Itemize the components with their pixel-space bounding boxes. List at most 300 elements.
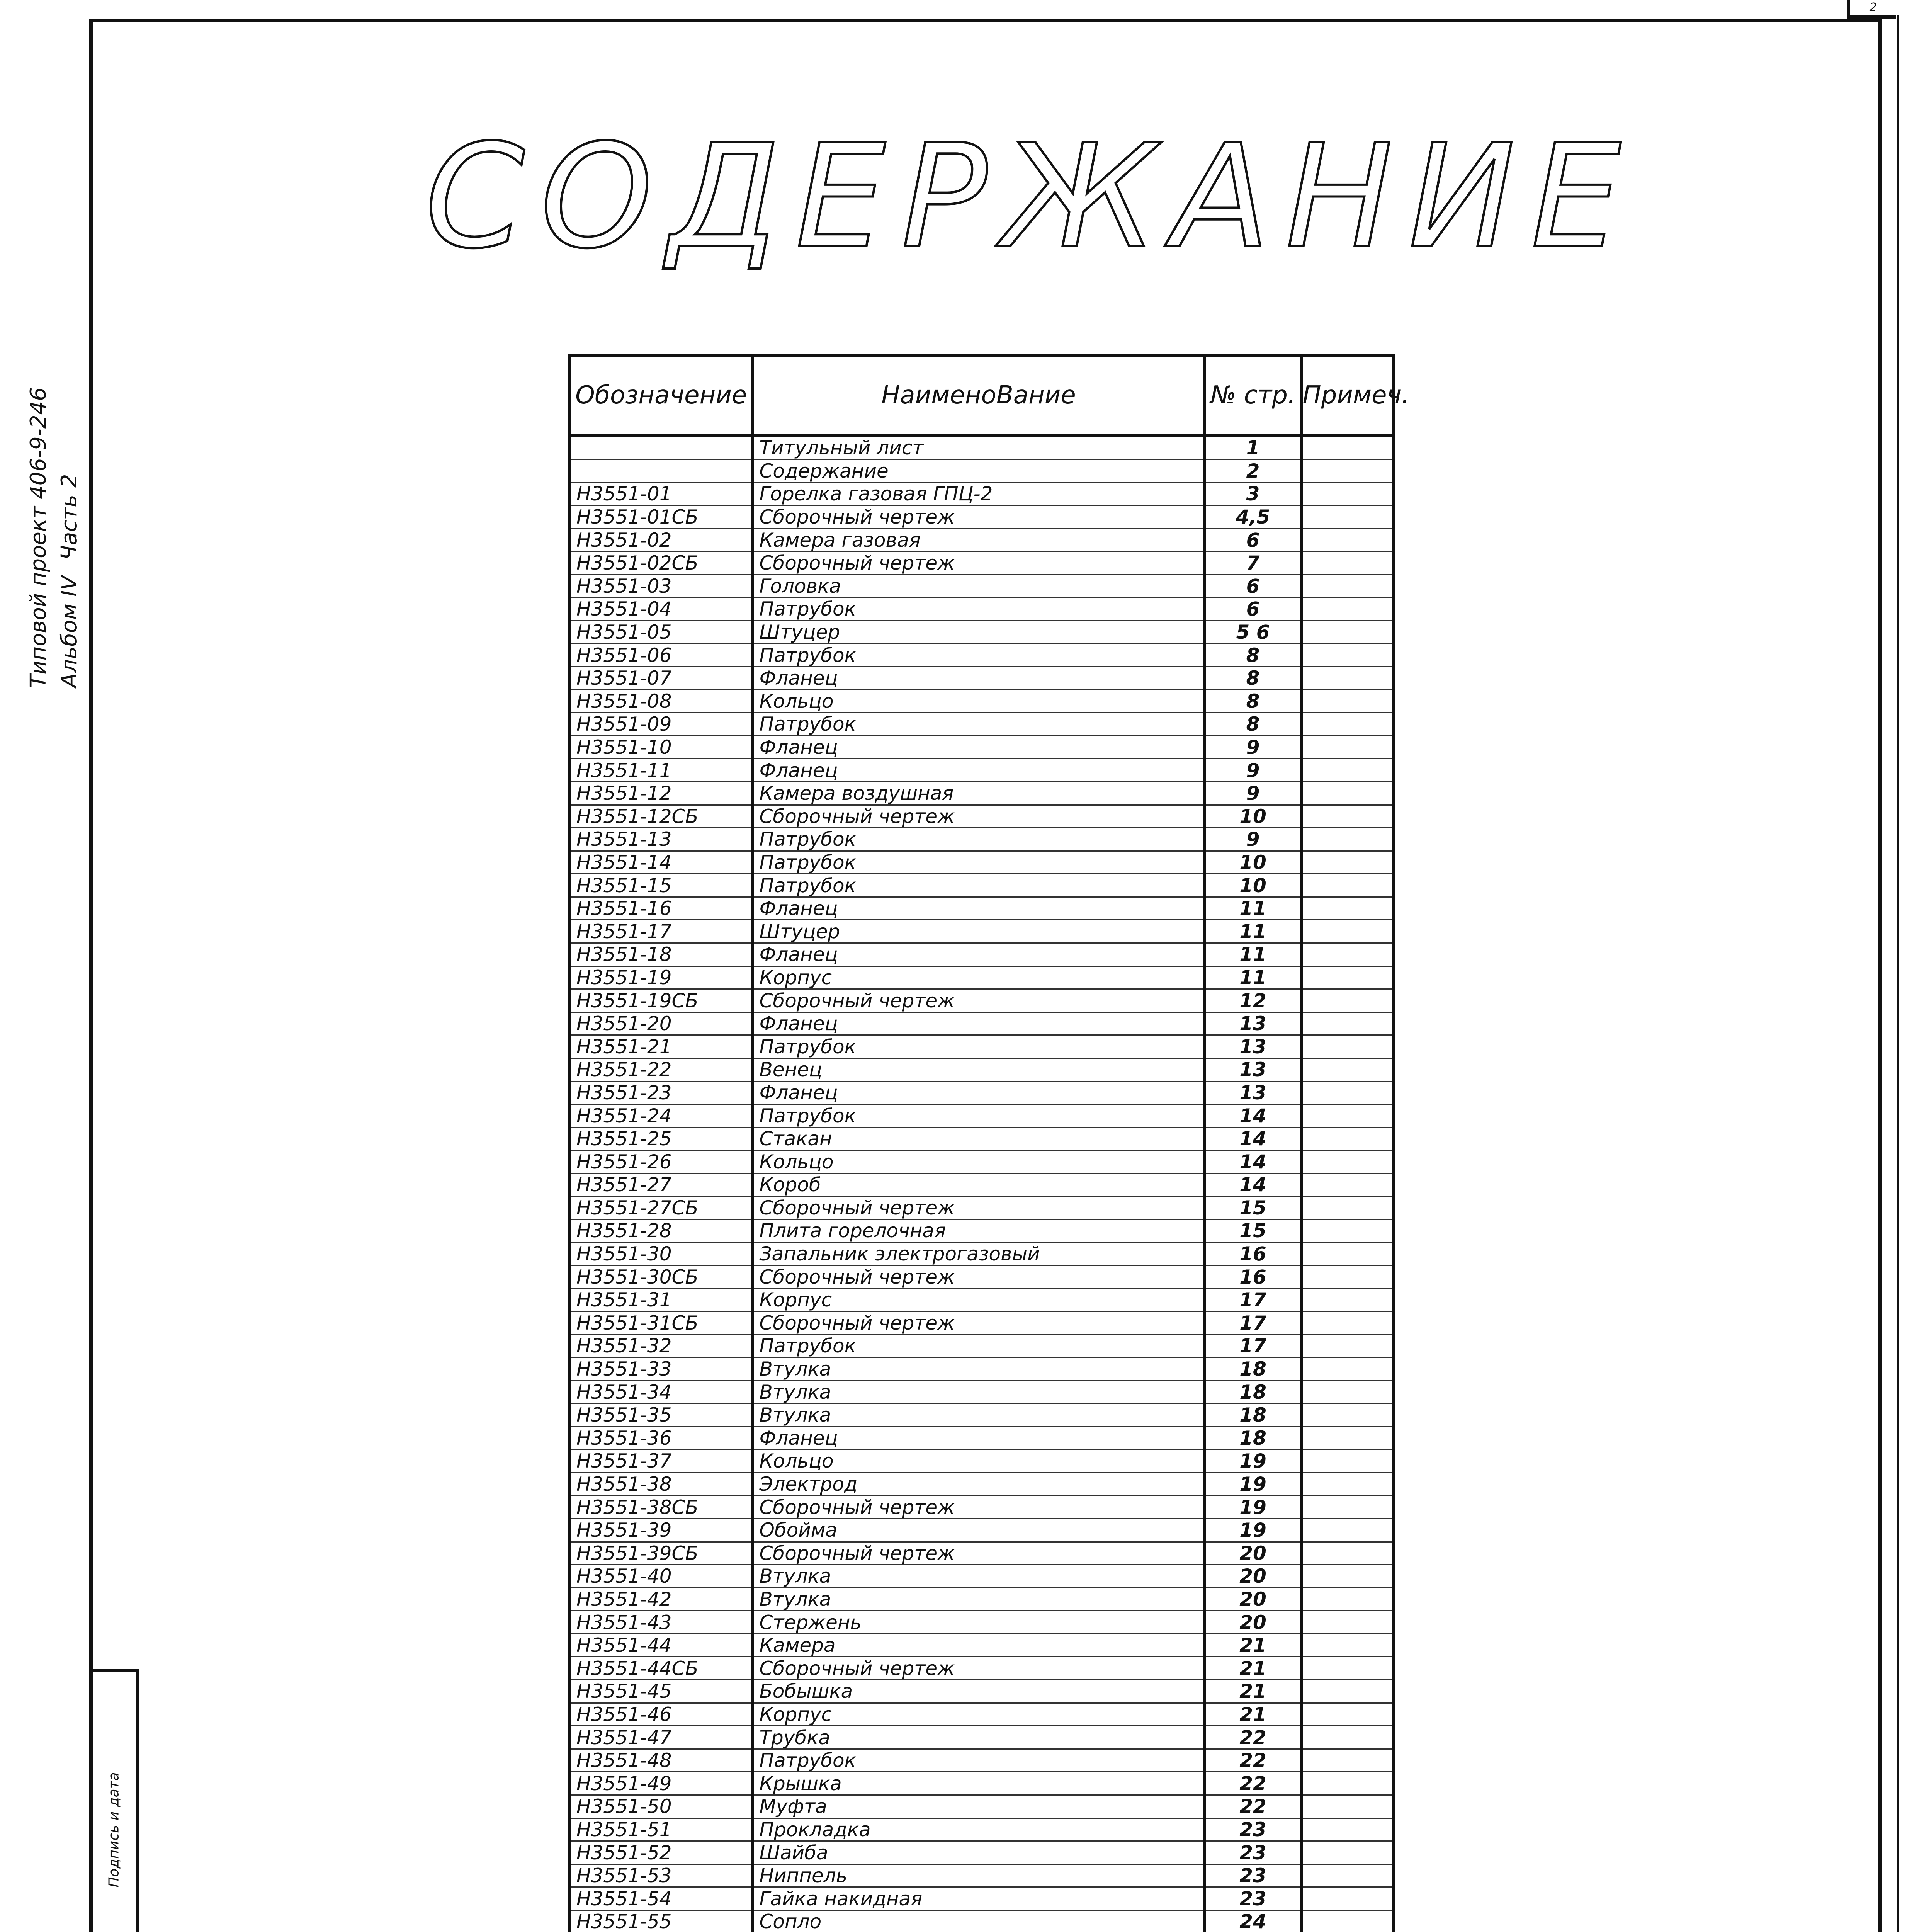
cell-code: Н3551-12 (571, 782, 753, 805)
cell-page: 2 (1205, 459, 1301, 483)
cell-note (1301, 598, 1392, 621)
cell-name: Муфта (753, 1795, 1205, 1818)
cell-name: Корпус (753, 1703, 1205, 1726)
table-row (571, 690, 1392, 713)
cell-note (1301, 1703, 1392, 1726)
cell-name: Кольцо (753, 1150, 1205, 1173)
cell-note (1301, 1150, 1392, 1173)
cell-note (1301, 1288, 1392, 1311)
cell-note (1301, 1887, 1392, 1910)
cell-name: Сборочный чертеж (753, 989, 1205, 1012)
cell-note (1301, 1381, 1392, 1404)
cell-name: Горелка газовая ГПЦ-2 (753, 483, 1205, 506)
cell-page: 10 (1205, 805, 1301, 828)
cell-page: 13 (1205, 1058, 1301, 1082)
cell-code: Н3551-02СБ (571, 551, 753, 575)
cell-page: 23 (1205, 1887, 1301, 1910)
table-row (571, 1680, 1392, 1703)
cell-name: Фланец (753, 1427, 1205, 1450)
cell-name: Электрод (753, 1473, 1205, 1496)
cell-code: Н3551-27 (571, 1173, 753, 1197)
cell-name: Патрубок (753, 1749, 1205, 1772)
cell-page: 12 (1205, 989, 1301, 1012)
cell-note (1301, 874, 1392, 897)
cell-page: 16 (1205, 1242, 1301, 1265)
cell-code: Н3551-07 (571, 667, 753, 690)
table-row (571, 1565, 1392, 1588)
cell-page: 7 (1205, 551, 1301, 575)
cell-name: Шайба (753, 1841, 1205, 1864)
cell-note (1301, 483, 1392, 506)
cell-page: 22 (1205, 1795, 1301, 1818)
cell-note (1301, 1265, 1392, 1289)
cell-name: Ниппель (753, 1864, 1205, 1887)
cell-page: 11 (1205, 920, 1301, 943)
cell-note (1301, 690, 1392, 713)
cell-name: Прокладка (753, 1818, 1205, 1841)
cell-note (1301, 759, 1392, 782)
cell-code: Н3551-19СБ (571, 989, 753, 1012)
cell-name: Кольцо (753, 1450, 1205, 1473)
cell-note (1301, 1795, 1392, 1818)
cell-note (1301, 805, 1392, 828)
table-row (571, 483, 1392, 506)
cell-note (1301, 1634, 1392, 1657)
table-row (571, 1864, 1392, 1887)
cell-code: Н3551-10 (571, 736, 753, 759)
cell-note (1301, 505, 1392, 529)
cell-page: 19 (1205, 1450, 1301, 1473)
cell-note (1301, 1611, 1392, 1634)
cell-code: Н3551-26 (571, 1150, 753, 1173)
cell-name: Патрубок (753, 713, 1205, 736)
cell-code: Н3551-42 (571, 1588, 753, 1611)
cell-name: Титульный лист (753, 435, 1205, 459)
cell-page: 18 (1205, 1403, 1301, 1427)
cell-note (1301, 713, 1392, 736)
cell-code: Н3551-52 (571, 1841, 753, 1864)
cell-page: 8 (1205, 667, 1301, 690)
table-row (571, 897, 1392, 920)
table-row (571, 1196, 1392, 1219)
table-row (571, 551, 1392, 575)
cell-name: Корпус (753, 966, 1205, 989)
table-row (571, 1035, 1392, 1058)
cell-note (1301, 920, 1392, 943)
cell-code: Н3551-03 (571, 575, 753, 598)
table-row (571, 1403, 1392, 1427)
cell-code: Н3551-17 (571, 920, 753, 943)
table-row (571, 1588, 1392, 1611)
cell-name: Кольцо (753, 690, 1205, 713)
cell-code: Н3551-28 (571, 1219, 753, 1243)
cell-name: Сборочный чертеж (753, 1265, 1205, 1289)
cell-name: Бобышка (753, 1680, 1205, 1703)
cell-code: Н3551-06 (571, 644, 753, 667)
cell-name: Втулка (753, 1357, 1205, 1381)
cell-page: 17 (1205, 1311, 1301, 1335)
table-row (571, 1265, 1392, 1289)
cell-page: 14 (1205, 1150, 1301, 1173)
cell-name: Патрубок (753, 644, 1205, 667)
cell-note (1301, 529, 1392, 552)
cell-code (571, 459, 753, 483)
cell-page: 19 (1205, 1496, 1301, 1519)
cell-page: 21 (1205, 1703, 1301, 1726)
cell-code: Н3551-11 (571, 759, 753, 782)
cell-note (1301, 828, 1392, 851)
cell-name: Крышка (753, 1772, 1205, 1795)
cell-note (1301, 1473, 1392, 1496)
cell-name: Сборочный чертеж (753, 1311, 1205, 1335)
cell-name: Втулка (753, 1381, 1205, 1404)
cell-name: Гайка накидная (753, 1887, 1205, 1910)
cell-name: Сборочный чертеж (753, 1657, 1205, 1680)
stamp-block (89, 1669, 139, 1932)
cell-code: Н3551-36 (571, 1427, 753, 1450)
cell-page: 11 (1205, 943, 1301, 966)
cell-code: Н3551-37 (571, 1450, 753, 1473)
table-row (571, 1519, 1392, 1542)
table-row (571, 989, 1392, 1012)
cell-note (1301, 459, 1392, 483)
cell-code: Н3551-25 (571, 1127, 753, 1150)
cell-page: 6 (1205, 598, 1301, 621)
cell-name: Фланец (753, 667, 1205, 690)
cell-code: Н3551-30 (571, 1242, 753, 1265)
cell-code: Н3551-08 (571, 690, 753, 713)
cell-code: Н3551-02 (571, 529, 753, 552)
outer-border-right (1897, 15, 1899, 1932)
cell-code: Н3551-38СБ (571, 1496, 753, 1519)
cell-page: 23 (1205, 1864, 1301, 1887)
table-row (571, 1772, 1392, 1795)
table-row (571, 1127, 1392, 1150)
table-row (571, 759, 1392, 782)
table-row (571, 644, 1392, 667)
cell-note (1301, 551, 1392, 575)
cell-code: Н3551-15 (571, 874, 753, 897)
table-row (571, 1242, 1392, 1265)
header-code: Обозначение (571, 357, 753, 435)
table-row (571, 782, 1392, 805)
cell-page: 8 (1205, 690, 1301, 713)
page-title: СОДЕРЖАНИЕ (425, 114, 1637, 280)
cell-page: 13 (1205, 1012, 1301, 1035)
cell-code: Н3551-43 (571, 1611, 753, 1634)
cell-name: Фланец (753, 897, 1205, 920)
cell-code: Н3551-20 (571, 1012, 753, 1035)
cell-page: 1 (1205, 435, 1301, 459)
cell-note (1301, 1496, 1392, 1519)
cell-page: 6 (1205, 529, 1301, 552)
cell-note (1301, 943, 1392, 966)
cell-name: Патрубок (753, 1335, 1205, 1358)
table-row (571, 851, 1392, 874)
cell-page: 11 (1205, 966, 1301, 989)
cell-name: Сборочный чертеж (753, 551, 1205, 575)
cell-name: Втулка (753, 1588, 1205, 1611)
cell-note (1301, 1104, 1392, 1128)
cell-page: 16 (1205, 1265, 1301, 1289)
cell-name: Фланец (753, 736, 1205, 759)
cell-name: Патрубок (753, 874, 1205, 897)
cell-name: Сборочный чертеж (753, 505, 1205, 529)
cell-code: Н3551-05 (571, 621, 753, 644)
table-row (571, 1081, 1392, 1104)
cell-page: 19 (1205, 1519, 1301, 1542)
cell-code: Н3551-40 (571, 1565, 753, 1588)
cell-page: 21 (1205, 1680, 1301, 1703)
cell-note (1301, 1357, 1392, 1381)
cell-page: 20 (1205, 1611, 1301, 1634)
cell-page: 21 (1205, 1657, 1301, 1680)
cell-name: Плита горелочная (753, 1219, 1205, 1243)
table-row (571, 920, 1392, 943)
cell-name: Камера (753, 1634, 1205, 1657)
cell-page: 15 (1205, 1219, 1301, 1243)
cell-code: Н3551-19 (571, 966, 753, 989)
table-row (571, 943, 1392, 966)
cell-note (1301, 966, 1392, 989)
header-page: № стр. (1205, 357, 1301, 435)
cell-code: Н3551-50 (571, 1795, 753, 1818)
cell-note (1301, 1864, 1392, 1887)
cell-page: 13 (1205, 1081, 1301, 1104)
cell-page: 9 (1205, 736, 1301, 759)
table-row (571, 1795, 1392, 1818)
cell-code: Н3551-51 (571, 1818, 753, 1841)
table-header-row (571, 357, 1392, 435)
cell-page: 15 (1205, 1196, 1301, 1219)
cell-note (1301, 1127, 1392, 1150)
cell-code: Н3551-21 (571, 1035, 753, 1058)
table-row (571, 805, 1392, 828)
cell-name: Сборочный чертеж (753, 1542, 1205, 1565)
cell-note (1301, 1772, 1392, 1795)
table-row (571, 621, 1392, 644)
cell-note (1301, 621, 1392, 644)
cell-code: Н3551-31СБ (571, 1311, 753, 1335)
contents-table (568, 354, 1409, 1932)
cell-page: 6 (1205, 575, 1301, 598)
cell-name: Трубка (753, 1726, 1205, 1749)
cell-page: 9 (1205, 782, 1301, 805)
cell-note (1301, 644, 1392, 667)
cell-page: 22 (1205, 1726, 1301, 1749)
cell-page: 13 (1205, 1035, 1301, 1058)
cell-note (1301, 1335, 1392, 1358)
cell-code: Н3551-33 (571, 1357, 753, 1381)
table-row (571, 874, 1392, 897)
cell-note (1301, 989, 1392, 1012)
table-row (571, 1726, 1392, 1749)
table-row (571, 1634, 1392, 1657)
part-caption: Часть 2 (57, 474, 82, 560)
cell-code: Н3551-38 (571, 1473, 753, 1496)
cell-name: Сборочный чертеж (753, 805, 1205, 828)
cell-code: Н3551-12СБ (571, 805, 753, 828)
cell-page: 18 (1205, 1381, 1301, 1404)
table-row (571, 1381, 1392, 1404)
cell-code: Н3551-22 (571, 1058, 753, 1082)
cell-page: 24 (1205, 1910, 1301, 1932)
cell-page: 20 (1205, 1588, 1301, 1611)
table-row (571, 575, 1392, 598)
cell-page: 21 (1205, 1634, 1301, 1657)
cell-code: Н3551-32 (571, 1335, 753, 1358)
cell-page: 11 (1205, 897, 1301, 920)
cell-page: 23 (1205, 1818, 1301, 1841)
cell-page: 9 (1205, 828, 1301, 851)
cell-code: Н3551-01СБ (571, 505, 753, 529)
cell-page: 10 (1205, 851, 1301, 874)
cell-name: Камера газовая (753, 529, 1205, 552)
cell-note (1301, 1818, 1392, 1841)
cell-code: Н3551-18 (571, 943, 753, 966)
cell-code: Н3551-14 (571, 851, 753, 874)
cell-code: Н3551-47 (571, 1726, 753, 1749)
cell-code: Н3551-01 (571, 483, 753, 506)
cell-name: Штуцер (753, 920, 1205, 943)
cell-code: Н3551-23 (571, 1081, 753, 1104)
cell-code: Н3551-45 (571, 1680, 753, 1703)
cell-code: Н3551-39 (571, 1519, 753, 1542)
cell-name: Короб (753, 1173, 1205, 1197)
cell-note (1301, 575, 1392, 598)
cell-note (1301, 1427, 1392, 1450)
cell-name: Корпус (753, 1288, 1205, 1311)
cell-code: Н3551-44 (571, 1634, 753, 1657)
cell-note (1301, 1196, 1392, 1219)
cell-name: Патрубок (753, 851, 1205, 874)
cell-code: Н3551-53 (571, 1864, 753, 1887)
cell-page: 8 (1205, 713, 1301, 736)
cell-page: 22 (1205, 1749, 1301, 1772)
page-number-corner: 2 (1847, 0, 1896, 19)
cell-note (1301, 1519, 1392, 1542)
cell-page: 14 (1205, 1127, 1301, 1150)
cell-name: Головка (753, 575, 1205, 598)
table-row (571, 1288, 1392, 1311)
cell-note (1301, 1726, 1392, 1749)
table-row (571, 1335, 1392, 1358)
table-row (571, 736, 1392, 759)
cell-name: Фланец (753, 1081, 1205, 1104)
cell-name: Сборочный чертеж (753, 1196, 1205, 1219)
cell-name: Сборочный чертеж (753, 1496, 1205, 1519)
cell-code: Н3551-24 (571, 1104, 753, 1128)
cell-code: Н3551-44СБ (571, 1657, 753, 1680)
cell-code: Н3551-48 (571, 1749, 753, 1772)
cell-note (1301, 736, 1392, 759)
table-row (571, 1173, 1392, 1197)
cell-page: 10 (1205, 874, 1301, 897)
cell-note (1301, 1565, 1392, 1588)
cell-code: Н3551-16 (571, 897, 753, 920)
table-row (571, 435, 1392, 459)
album-caption: Альбом IV (57, 575, 82, 688)
cell-page: 4,5 (1205, 505, 1301, 529)
cell-page: 14 (1205, 1104, 1301, 1128)
cell-name: Венец (753, 1058, 1205, 1082)
cell-name: Патрубок (753, 1104, 1205, 1128)
cell-note (1301, 1680, 1392, 1703)
cell-page: 20 (1205, 1565, 1301, 1588)
table-row (571, 1841, 1392, 1864)
header-name: НаименоВание (753, 357, 1205, 435)
cell-note (1301, 1841, 1392, 1864)
cell-note (1301, 897, 1392, 920)
cell-name: Стакан (753, 1127, 1205, 1150)
cell-name: Стержень (753, 1611, 1205, 1634)
table-row (571, 1657, 1392, 1680)
cell-name: Фланец (753, 759, 1205, 782)
table-row (571, 1887, 1392, 1910)
cell-page: 17 (1205, 1335, 1301, 1358)
table-row (571, 529, 1392, 552)
cell-note (1301, 1910, 1392, 1932)
cell-code: Н3551-31 (571, 1288, 753, 1311)
table-row (571, 505, 1392, 529)
table-row (571, 1219, 1392, 1243)
cell-code: Н3551-04 (571, 598, 753, 621)
table-row (571, 1427, 1392, 1450)
cell-code: Н3551-35 (571, 1403, 753, 1427)
table-row (571, 1311, 1392, 1335)
cell-note (1301, 1450, 1392, 1473)
cell-page: 14 (1205, 1173, 1301, 1197)
cell-page: 20 (1205, 1542, 1301, 1565)
cell-name: Фланец (753, 1012, 1205, 1035)
cell-name: Патрубок (753, 598, 1205, 621)
cell-code: Н3551-27СБ (571, 1196, 753, 1219)
header-note: Примеч. (1301, 357, 1392, 435)
table-row (571, 1818, 1392, 1841)
stamp-field: Подпись и дата (89, 1672, 139, 1932)
cell-code: Н3551-39СБ (571, 1542, 753, 1565)
cell-page: 17 (1205, 1288, 1301, 1311)
cell-code: Н3551-46 (571, 1703, 753, 1726)
cell-note (1301, 1035, 1392, 1058)
table-row (571, 598, 1392, 621)
cell-note (1301, 1242, 1392, 1265)
project-caption: Типовой проект 406-9-246 (26, 387, 51, 688)
table-row (571, 1012, 1392, 1035)
cell-code: Н3551-30СБ (571, 1265, 753, 1289)
cell-name: Запальник электрогазовый (753, 1242, 1205, 1265)
table-row (571, 1058, 1392, 1082)
cell-note (1301, 1173, 1392, 1197)
cell-name: Обойма (753, 1519, 1205, 1542)
table-row (571, 1104, 1392, 1128)
cell-note (1301, 1219, 1392, 1243)
table-row (571, 1150, 1392, 1173)
cell-name: Втулка (753, 1565, 1205, 1588)
cell-name: Штуцер (753, 621, 1205, 644)
cell-note (1301, 1542, 1392, 1565)
cell-code: Н3551-34 (571, 1381, 753, 1404)
cell-page: 8 (1205, 644, 1301, 667)
table-row (571, 1450, 1392, 1473)
table-row (571, 1542, 1392, 1565)
cell-page: 3 (1205, 483, 1301, 506)
cell-page: 22 (1205, 1772, 1301, 1795)
cell-page: 19 (1205, 1473, 1301, 1496)
table-row (571, 966, 1392, 989)
table-row (571, 1749, 1392, 1772)
cell-name: Патрубок (753, 828, 1205, 851)
